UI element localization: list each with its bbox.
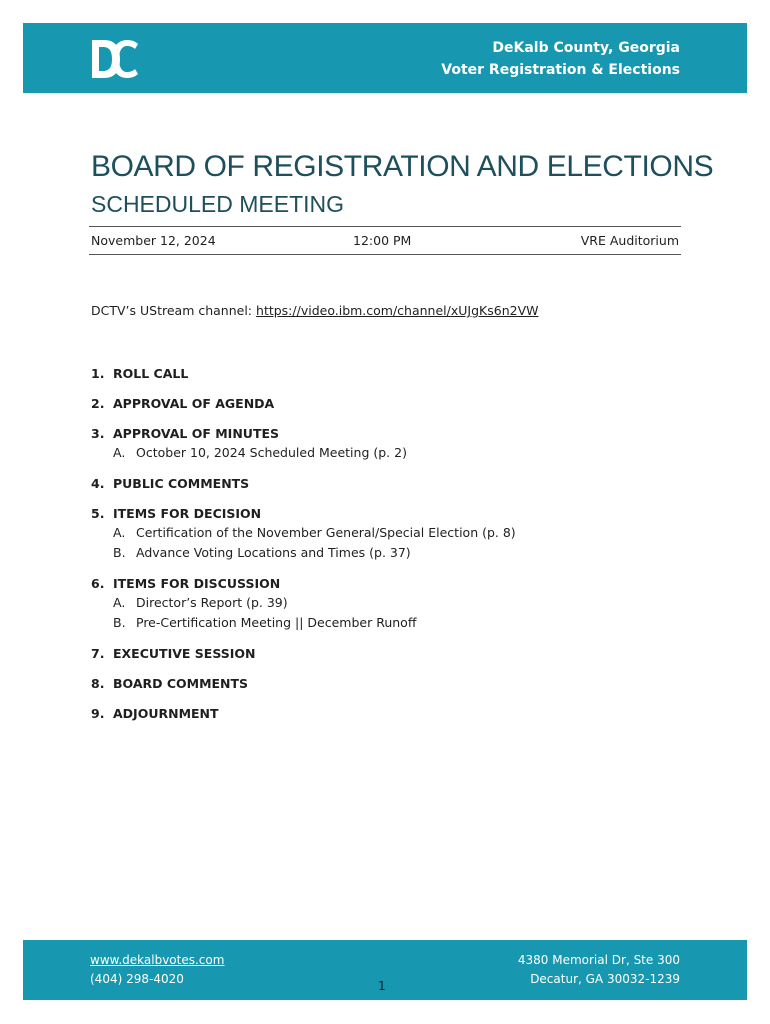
footer-address (518, 951, 680, 989)
agenda-item-title: EXECUTIVE SESSION (113, 646, 256, 661)
agenda-item-heading (91, 425, 651, 443)
agenda-item-title: ROLL CALL (113, 366, 189, 381)
agenda-item-number: 4. (91, 476, 105, 491)
address-line-2: Decatur, GA 30032-1239 (530, 972, 680, 986)
agenda-item-title: APPROVAL OF MINUTES (113, 426, 280, 441)
agenda-subitem-letter: A. (113, 525, 126, 540)
agenda-item-title: ITEMS FOR DISCUSSION (113, 576, 281, 591)
address-line-1: 4380 Memorial Dr, Ste 300 (517, 953, 680, 967)
stream-link[interactable]: https://video.ibm.com/channel/xUJgKs6n2VW (256, 303, 539, 318)
agenda-item (91, 675, 651, 693)
footer-contact (90, 951, 224, 989)
agenda-item-number: 1. (91, 366, 105, 381)
divider-top (89, 226, 681, 227)
agenda-subitem-text: Director’s Report (p. 39) (136, 595, 288, 610)
agenda-subitem-text: Certification of the November General/Special Election (p. 8) (136, 525, 516, 540)
agenda-subitem-text: October 10, 2024 Scheduled Meeting (p. 2) (136, 445, 407, 460)
agenda-subitem-letter: B. (113, 545, 126, 560)
agenda-item (91, 425, 651, 463)
stream-info (91, 303, 538, 318)
agenda-item-number: 2. (91, 396, 105, 411)
stream-label: DCTV’s UStream channel: (91, 303, 253, 318)
agenda-item-number: 7. (91, 646, 105, 661)
meeting-date: November 12, 2024 (91, 233, 216, 248)
agenda-item-number: 3. (91, 426, 105, 441)
agenda-item (91, 575, 651, 633)
agenda-subitem (91, 613, 651, 633)
agenda-subitem-letter: A. (113, 445, 126, 460)
dekalb-logo-icon (90, 38, 140, 80)
agenda-subitem (91, 443, 651, 463)
agenda-item (91, 475, 651, 493)
agenda-item-title: BOARD COMMENTS (113, 676, 249, 691)
page-number: 1 (378, 979, 386, 993)
agenda-item-title: APPROVAL OF AGENDA (113, 396, 275, 411)
agenda-item (91, 505, 651, 563)
agenda-subitem-letter: B. (113, 615, 126, 630)
agenda-subitem (91, 593, 651, 613)
agenda-item-heading (91, 505, 651, 523)
agenda-item-number: 5. (91, 506, 105, 521)
agenda-item-heading (91, 395, 651, 413)
agenda-subitem-letter: A. (113, 595, 126, 610)
agenda-item-title: PUBLIC COMMENTS (113, 476, 250, 491)
meeting-time: 12:00 PM (353, 233, 412, 248)
page-header (23, 23, 747, 93)
agenda-item-number: 9. (91, 706, 105, 721)
org-department: Voter Registration & Elections (441, 62, 680, 78)
website-link[interactable]: www.dekalbvotes.com (90, 953, 225, 967)
org-name (441, 37, 680, 81)
org-county: DeKalb County, Georgia (492, 40, 680, 56)
agenda-item-heading (91, 675, 651, 693)
agenda-subitem-text: Advance Voting Locations and Times (p. 37) (136, 545, 411, 560)
agenda-item-heading (91, 365, 651, 383)
agenda-item-number: 6. (91, 576, 105, 591)
agenda-item-heading (91, 575, 651, 593)
agenda-item-number: 8. (91, 676, 105, 691)
document-subtitle: SCHEDULED MEETING (91, 191, 345, 217)
meeting-info-row (91, 233, 679, 251)
agenda-item (91, 705, 651, 723)
agenda-item-heading (91, 705, 651, 723)
agenda-item (91, 395, 651, 413)
agenda-list (91, 365, 651, 735)
agenda-item-title: ADJOURNMENT (113, 706, 219, 721)
agenda-item (91, 645, 651, 663)
divider-bottom (89, 254, 681, 255)
document-title: BOARD OF REGISTRATION AND ELECTIONS (91, 150, 714, 183)
agenda-item (91, 365, 651, 383)
meeting-location: VRE Auditorium (580, 233, 679, 248)
agenda-item-heading (91, 475, 651, 493)
agenda-item-title: ITEMS FOR DECISION (113, 506, 262, 521)
agenda-item-heading (91, 645, 651, 663)
agenda-subitem (91, 543, 651, 563)
phone-number: (404) 298-4020 (90, 972, 184, 986)
agenda-subitem (91, 523, 651, 543)
agenda-subitem-text: Pre-Certification Meeting || December Runoff (136, 615, 417, 630)
